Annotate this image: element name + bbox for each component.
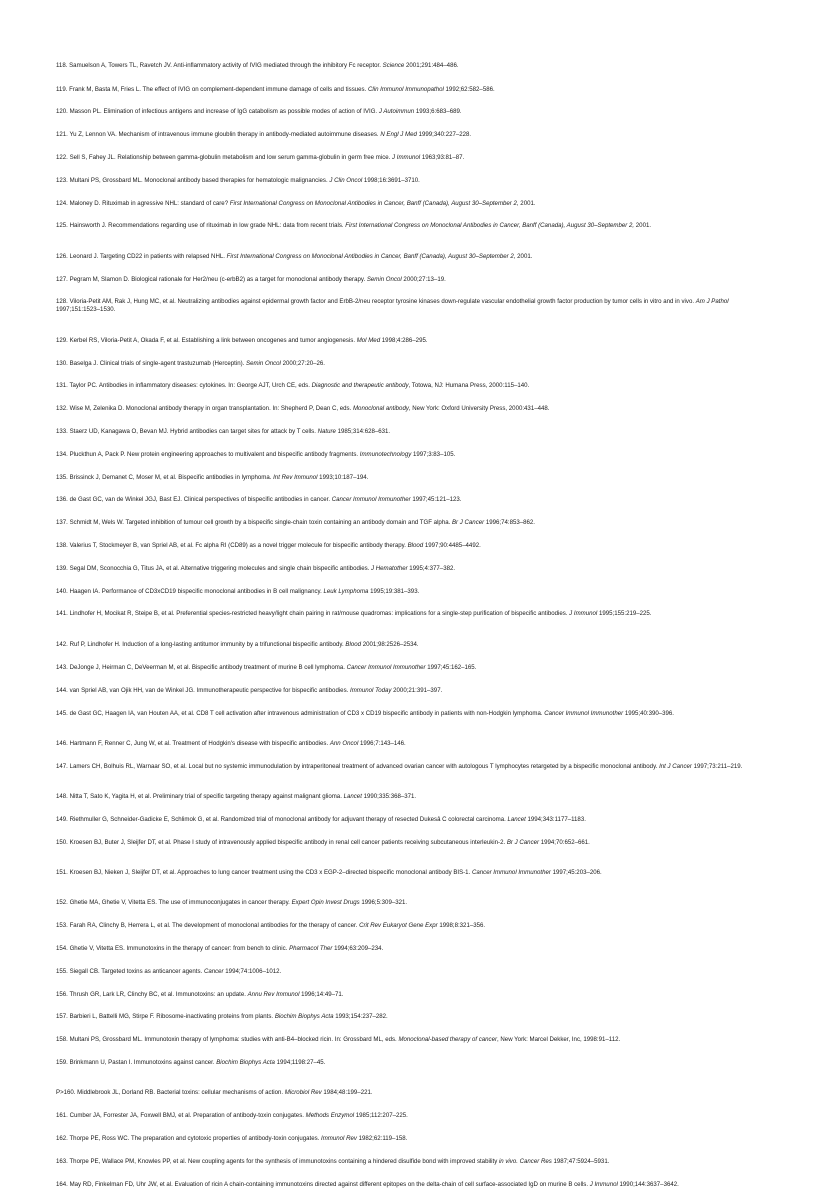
- reference-item: [56, 588, 764, 596]
- reference-item: [56, 1089, 764, 1097]
- reference-journal: Annu Rev Immunol: [247, 991, 300, 998]
- reference-tail: 1985;112:207–225.: [354, 1112, 408, 1119]
- reference-num: 138.: [56, 542, 68, 549]
- reference-tail: 1997;45:203–206.: [550, 869, 602, 876]
- reference-tail: 1984;48:199–221.: [321, 1089, 373, 1096]
- reference-journal: Immunotechnology: [359, 451, 412, 458]
- reference-text: Cumber JA, Forrester JA, Foxwell BMJ, et al. Preparation of antibody-toxin conjugates.: [67, 1112, 306, 1119]
- reference-text: Pluckthun A, Pack P. New protein engineering approaches to multivalent and bispecific antibody fragments.: [67, 451, 360, 458]
- reference-num: 128.: [56, 298, 68, 305]
- reference-text: Pegram M, Slamon D. Biological rationale for Her2/neu (c-erbB2) as a target for monoclonal antibody therapy.: [67, 276, 367, 283]
- reference-item: [56, 641, 764, 649]
- reference-item: [56, 108, 764, 116]
- reference-num: 144.: [56, 687, 68, 694]
- reference-num: 141.: [56, 610, 68, 617]
- reference-item: [56, 542, 764, 550]
- reference-text: Haagen IA. Performance of CD3xCD19 bispecific monoclonal antibodies in B cell malignancy.: [67, 588, 324, 595]
- reference-item: [56, 253, 764, 261]
- reference-num: 135.: [56, 474, 68, 481]
- reference-text: Multani PS, Grossbard ML. Immunotoxin therapy of lymphoma: studies with anti-B4–blocked ricin. In: Grossbard ML, eds.: [67, 1036, 399, 1043]
- reference-tail: 1985;314:628–631.: [335, 428, 391, 435]
- reference-journal: Cancer: [203, 968, 224, 975]
- reference-journal: Cancer Immunol Immunother: [331, 496, 411, 503]
- reference-num: 124.: [56, 200, 68, 207]
- reference-journal: Leuk Lymphoma: [323, 588, 369, 595]
- reference-journal: Monoclonal-based therapy of cancer: [398, 1036, 498, 1043]
- reference-num: 146.: [56, 740, 68, 747]
- reference-text: de Gast GC, van de Winkel JGJ, Bast EJ. Clinical perspectives of bispecific antibodies in cancer.: [67, 496, 332, 503]
- reference-tail: 1990;335:368–371.: [361, 793, 417, 800]
- reference-num: 126.: [56, 253, 68, 260]
- reference-num: 154.: [56, 945, 68, 952]
- reference-journal: Science: [382, 62, 405, 69]
- reference-item: [56, 382, 764, 390]
- reference-text: Kerbel RS, Viloria-Petit A, Okada F, et al. Establishing a link between oncogenes and tumor angiogenesis.: [67, 337, 357, 344]
- reference-item: [56, 922, 764, 930]
- reference-journal: Cancer Immunol Immunother: [471, 869, 551, 876]
- reference-item: [56, 763, 764, 771]
- reference-item: [56, 451, 764, 459]
- reference-text: Middlebrook JL, Dorland RB. Bacterial toxins: cellular mechanisms of action.: [75, 1089, 285, 1096]
- reference-item: [56, 474, 764, 482]
- reference-item: [56, 200, 764, 208]
- reference-journal: Blood: [407, 542, 424, 549]
- reference-num: 127.: [56, 276, 68, 283]
- reference-tail: , New York: Oxford University Press, 2000:431–448.: [408, 405, 550, 412]
- reference-tail: 1999;340:227–228.: [416, 131, 472, 138]
- reference-journal: Semin Oncol: [366, 276, 402, 283]
- reference-journal: First International Congress on Monoclonal Antibodies in Cancer, Banff (Canada), August 30–September 2,: [226, 253, 516, 260]
- reference-text: Kroesen BJ, Nieken J, Sleijfer DT, et al. Approaches to lung cancer treatment using the CD3 x EGP-2–directed bispecific monoclonal antibody BIS-1.: [67, 869, 472, 876]
- reference-text: Kroesen BJ, Buter J, Sleijfer DT, et al. Phase I study of intravenously applied bispecific antibody in renal cell cancer patients receiving subcutaneous interleukin-2.: [67, 839, 507, 846]
- reference-journal: Lancet: [343, 793, 362, 800]
- reference-num: 147.: [56, 763, 68, 770]
- reference-num: 159.: [56, 1059, 68, 1066]
- reference-tail: 1963;93:81–87.: [420, 154, 465, 161]
- reference-tail: 1993;10:187–194.: [317, 474, 369, 481]
- reference-tail: , Totowa, NJ: Humana Press, 2000:115–140.: [408, 382, 530, 389]
- reference-num: 137.: [56, 519, 68, 526]
- reference-item: [56, 428, 764, 436]
- reference-tail: 1994;63:209–234.: [332, 945, 384, 952]
- reference-num: 161.: [56, 1112, 68, 1119]
- reference-text: Brissinck J, Demanet C, Moser M, et al. Bispecific antibodies in lymphoma.: [67, 474, 274, 481]
- reference-num: 150.: [56, 839, 68, 846]
- reference-num: 119.: [56, 86, 68, 93]
- reference-item: [56, 968, 764, 976]
- reference-tail: 1995;40:390–396.: [623, 710, 674, 717]
- reference-item: [56, 991, 764, 999]
- reference-num: 145.: [56, 710, 68, 717]
- reference-tail: 1996;14:49–71.: [299, 991, 344, 998]
- reference-tail: 2001.: [518, 200, 536, 207]
- reference-journal: Microbiol Rev: [284, 1089, 322, 1096]
- reference-tail: 1995;19:381–393.: [368, 588, 420, 595]
- reference-journal: Ann Oncol: [329, 740, 359, 747]
- reference-tail: 1997;3:83–105.: [411, 451, 456, 458]
- reference-journal: J Hematother: [371, 565, 408, 572]
- reference-item: [56, 1036, 764, 1044]
- reference-item: [56, 793, 764, 801]
- reference-item: [56, 1112, 764, 1120]
- reference-item: [56, 664, 764, 672]
- reference-journal: Methods Enzymol: [305, 1112, 355, 1119]
- reference-text: Lamers CH, Bolhuis RL, Warnaar SO, et al. Local but no systemic immunodulation by intraperitoneal treatment of advanced ovarian cancer with autologous T lymphocytes retargeted by a bispecific monoclonal antibody.: [67, 763, 660, 770]
- reference-text: Leonard J. Targeting CD22 in patients with relapsed NHL.: [67, 253, 227, 260]
- reference-num: 157.: [56, 1013, 68, 1020]
- reference-num: 120.: [56, 108, 68, 115]
- reference-journal: Immunol Rev: [321, 1135, 357, 1142]
- reference-text: Yu Z, Lennon VA. Mechanism of intravenous immune gloublin therapy in antibody-mediated autoimmune diseases.: [67, 131, 381, 138]
- reference-journal: Am J Pathol: [695, 298, 729, 305]
- reference-num: 133.: [56, 428, 68, 435]
- reference-journal: Monoclonal antibody: [352, 405, 409, 412]
- reference-tail: 2000;27:13–19.: [401, 276, 446, 283]
- reference-num: 123.: [56, 177, 68, 184]
- reference-text: Segal DM, Sconocchia G, Titus JA, et al. Alternative triggering molecules and single chain bispecific antibodies.: [67, 565, 372, 572]
- reference-text: May RD, Finkelman FD, Uhr JW, et al. Evaluation of ricin A chain-containing immunotoxins directed against different epitopes on the delta-chain of cell surface-associated IgD on murine B cells.: [67, 1181, 590, 1188]
- reference-journal: Blood: [345, 641, 361, 648]
- reference-journal: in vivo. Cancer Res: [498, 1158, 552, 1165]
- reference-num: 129.: [56, 337, 68, 344]
- reference-item: [56, 687, 764, 695]
- reference-num: 149.: [56, 816, 68, 823]
- reference-num: 139.: [56, 565, 68, 572]
- reference-item: [56, 86, 764, 94]
- reference-tail: 2001;291:484–486.: [404, 62, 459, 69]
- reference-text: Hartmann F, Renner C, Jung W, et al. Treatment of Hodgkin's disease with bispecific antibodies.: [67, 740, 330, 747]
- reference-journal: Mol Med: [356, 337, 381, 344]
- reference-tail: 1992;62:582–586.: [443, 86, 495, 93]
- reference-tail: 1994;343:1177–1183.: [525, 816, 586, 823]
- reference-item: [56, 869, 764, 877]
- reference-journal: J Immunol: [392, 154, 421, 161]
- reference-tail: 1995;4:377–382.: [407, 565, 456, 572]
- reference-journal: Int J Cancer: [659, 763, 692, 770]
- reference-item: [56, 839, 764, 847]
- reference-tail: 1996;5:309–321.: [359, 899, 408, 906]
- reference-journal: Cancer Immunol Immunother: [346, 664, 426, 671]
- reference-tail: 1996;74:853–862.: [484, 519, 535, 526]
- reference-journal: Diagnostic and therapeutic antibody: [311, 382, 409, 389]
- reference-text: Baselga J. Clinical trials of single-agent trastuzumab (Herceptin).: [67, 360, 247, 367]
- reference-text: Viloria-Petit AM, Rak J, Hung MC, et al. Neutralizing antibodies against epidermal growth factor and ErbB-2/neu receptor tyrosine kinases down-regulate vascular endothelial growth factor production by tumor cells in vitro and in vivo.: [67, 298, 696, 305]
- reference-item: [56, 496, 764, 504]
- reference-journal: N Engl J Med: [380, 131, 417, 138]
- reference-tail: 1993;154:237–282.: [333, 1013, 388, 1020]
- reference-item: [56, 1013, 764, 1021]
- reference-text: Maloney D. Rituximab in agressive NHL: standard of care?: [67, 200, 230, 207]
- reference-text: Nitta T, Sato K, Yagita H, et al. Preliminary trial of specific targeting therapy against malignant glioma.: [67, 793, 344, 800]
- reference-text: Lindhofer H, Mocikat R, Steipe B, et al. Preferential species-restricted heavy/light chain pairing in rat/mouse quadromas: implications for a single-step purification of bispecific antibodies.: [67, 610, 570, 617]
- reference-text: Wise M, Zelenika D. Monoclonal antibody therapy in organ transplantation. In: Shepherd P, Dean C, eds.: [67, 405, 353, 412]
- reference-tail: 1997;45:121–123.: [410, 496, 462, 503]
- reference-journal: Lancet: [507, 816, 526, 823]
- reference-item: [56, 131, 764, 139]
- reference-item: [56, 298, 764, 314]
- reference-tail: 1998;8:321–356.: [437, 922, 486, 929]
- reference-num: 148.: [56, 793, 68, 800]
- reference-num: 131.: [56, 382, 68, 389]
- reference-tail: 1997;73:211–219.: [691, 763, 743, 770]
- reference-tail: 1995;155:219–225.: [597, 610, 652, 617]
- reference-journal: J Autoimmun: [378, 108, 415, 115]
- reference-journal: First International Congress on Monoclonal Antibodies in Cancer, Banff (Canada), August 30–September 2,: [229, 200, 519, 207]
- reference-journal: Cancer Immunol Immunother: [544, 710, 624, 717]
- reference-num: 152.: [56, 899, 68, 906]
- reference-tail: 1990;144:3637–3642.: [617, 1181, 679, 1188]
- reference-journal: Br J Cancer: [506, 839, 540, 846]
- reference-journal: Br J Cancer: [451, 519, 485, 526]
- reference-num: 125.: [56, 222, 68, 229]
- reference-num: 151.: [56, 869, 68, 876]
- reference-tail: 1998;4:286–295.: [380, 337, 428, 344]
- reference-text: Barbieri L, Battelli MG, Stirpe F. Ribosome-inactivating proteins from plants.: [67, 1013, 275, 1020]
- reference-text: Samuelson A, Towers TL, Ravetch JV. Anti-inflammatory activity of IVIG mediated through the inhibitory Fc receptor.: [67, 62, 383, 69]
- reference-text: Thorpe PE, Ross WC. The preparation and cytotoxic properties of antibody-toxin conjugates.: [67, 1135, 322, 1142]
- reference-text: Multani PS, Grossbard ML. Monoclonal antibody based therapies for hematologic malignancies.: [67, 177, 330, 184]
- reference-tail: 1993;6:683–689.: [414, 108, 462, 115]
- reference-tail: 1998;16:3691–3710.: [362, 177, 420, 184]
- reference-tail: 2001;98:2526–2534.: [361, 641, 419, 648]
- reference-num: 140.: [56, 588, 68, 595]
- reference-num: 132.: [56, 405, 68, 412]
- reference-text: DeJonge J, Heirman C, DeVeerman M, et al. Bispecific antibody treatment of murine B cell lymphoma.: [67, 664, 347, 671]
- reference-num: 156.: [56, 991, 68, 998]
- reference-num: 162.: [56, 1135, 68, 1142]
- reference-tail: 2001.: [634, 222, 652, 229]
- reference-journal: Pharmacol Ther: [289, 945, 333, 952]
- reference-num: 122.: [56, 154, 68, 161]
- reference-item: [56, 945, 764, 953]
- reference-num: 143.: [56, 664, 68, 671]
- reference-item: [56, 519, 764, 527]
- reference-journal: Expert Opin Invest Drugs: [291, 899, 360, 906]
- reference-num: 136.: [56, 496, 68, 503]
- reference-text: Thrush GR, Lark LR, Clinchy BC, et al. Immunotoxins: an update.: [67, 991, 248, 998]
- reference-item: [56, 1181, 764, 1189]
- reference-journal: J Immunol: [589, 1181, 618, 1188]
- reference-item: [56, 1158, 764, 1166]
- reference-tail: , New York: Marcel Dekker, Inc, 1998:91–112.: [497, 1036, 621, 1043]
- reference-tail: 1997;90:4485–4492.: [423, 542, 481, 549]
- reference-text: Ruf P, Lindhofer H. Induction of a long-lasting antitumor immunity by a trifunctional bispecific antibody.: [67, 641, 346, 648]
- reference-text: Valerius T, Stockmeyer B, van Spriel AB, et al. Fc alpha RI (CD89) as a novel trigger molecule for bispecific antibody therapy.: [67, 542, 408, 549]
- reference-list: [56, 62, 764, 1189]
- reference-text: Taylor PC. Antibodies in inflammatory diseases: cytokines. In: George AJT, Urch CE, eds.: [67, 382, 312, 389]
- reference-tail: 1997;45:162–165.: [425, 664, 477, 671]
- reference-journal: Biochim Biophys Acta: [216, 1059, 275, 1066]
- reference-tail: 1994;74:1006–1012.: [223, 968, 282, 975]
- reference-num: 130.: [56, 360, 68, 367]
- reference-journal: Crit Rev Eukaryot Gene Expr: [359, 922, 438, 929]
- reference-journal: Immunol Today: [350, 687, 392, 694]
- reference-num: 118.: [56, 62, 68, 69]
- reference-tail: 1994;70:652–661.: [539, 839, 590, 846]
- reference-text: Sell S, Fahey JL. Relationship between gamma-globulin metabolism and low serum gamma-globulin in germ free mice.: [67, 154, 393, 161]
- reference-item: [56, 154, 764, 162]
- reference-num: 153.: [56, 922, 68, 929]
- reference-journal: First International Congress on Monoclonal Antibodies in Cancer, Banff (Canada), August 30–September 2,: [345, 222, 635, 229]
- reference-journal: Semin Oncol: [246, 360, 281, 367]
- reference-text: van Spriel AB, van Ojik HH, van de Winkel JG. Immunotherapeutic perspective for bispecific antibodies.: [67, 687, 351, 694]
- reference-text: Hainsworth J. Recommendations regarding use of rituximab in low grade NHL: data from recent trials.: [67, 222, 346, 229]
- reference-item: [56, 899, 764, 907]
- reference-journal: Biochim Biophys Acta: [274, 1013, 334, 1020]
- reference-num: 163.: [56, 1158, 68, 1165]
- reference-item: [56, 610, 764, 618]
- reference-text: de Gast GC, Haagen IA, van Houten AA, et al. CD8 T cell activation after intravenous administration of CD3 x CD19 bispecific antibody in patients with non-Hodgkin lymphoma.: [67, 710, 545, 717]
- reference-tail: 1987;47:5924–5931.: [551, 1158, 610, 1165]
- reference-item: [56, 337, 764, 345]
- reference-num: 158.: [56, 1036, 68, 1043]
- reference-tail: 2000;27:20–26.: [280, 360, 325, 367]
- reference-num: 142.: [56, 641, 68, 648]
- reference-text: Riethmuller G, Schneider-Gadicke E, Schlimok G, et al. Randomized trial of monoclonal antibody for adjuvant therapy of resected Dukesâ C colorectal carcinoma.: [67, 816, 508, 823]
- reference-item: [56, 740, 764, 748]
- reference-tail: 1997;151:1523–1530.: [56, 306, 116, 313]
- reference-tail: 1996;7:143–146.: [358, 740, 406, 747]
- reference-text: Ghetie MA, Ghetie V, Vitetta ES. The use of immunoconjugates in cancer therapy.: [67, 899, 292, 906]
- reference-journal: Nature: [317, 428, 336, 435]
- reference-journal: Int Rev Immunol: [273, 474, 318, 481]
- reference-item: [56, 565, 764, 573]
- reference-text: Schmidt M, Wels W. Targeted inhibition of tumour cell growth by a bispecific single-chain toxin containing an antibody domain and TGF alpha.: [67, 519, 452, 526]
- reference-text: Brinkmann U, Pastan I. Immunotoxins against cancer.: [67, 1059, 217, 1066]
- reference-item: [56, 1135, 764, 1143]
- reference-num: 134.: [56, 451, 68, 458]
- reference-text: Staerz UD, Kanagawa O, Bevan MJ. Hybrid antibodies can target sites for attack by T cells.: [67, 428, 318, 435]
- reference-num: 121.: [56, 131, 68, 138]
- reference-tail: 2001.: [515, 253, 533, 260]
- reference-item: [56, 360, 764, 368]
- reference-num: 164.: [56, 1181, 68, 1188]
- reference-text: Frank M, Basta M, Fries L. The effect of IVIG on complement-dependent immune damage of cells and tissues.: [67, 86, 368, 93]
- reference-journal: Clin Immunol Immunopathol: [367, 86, 444, 93]
- reference-item: [56, 1059, 764, 1067]
- reference-item: [56, 222, 764, 230]
- reference-journal: J Immunol: [569, 610, 598, 617]
- reference-journal: J Clin Oncol: [329, 177, 363, 184]
- reference-text: Ghetie V, Vitetta ES. Immunotoxins in the therapy of cancer: from bench to clinic.: [67, 945, 290, 952]
- reference-item: [56, 276, 764, 284]
- reference-item: [56, 816, 764, 824]
- reference-item: [56, 405, 764, 413]
- reference-tail: 1982;62:119–158.: [356, 1135, 408, 1142]
- reference-text: Siegall CB. Targeted toxins as anticancer agents.: [67, 968, 204, 975]
- reference-tail: 2000;21:391–397.: [391, 687, 443, 694]
- reference-num: 155.: [56, 968, 68, 975]
- reference-item: [56, 177, 764, 185]
- reference-item: [56, 710, 764, 718]
- reference-num: P>160.: [56, 1089, 76, 1096]
- reference-tail: 1994;1198:27–45.: [274, 1059, 326, 1066]
- reference-text: Masson PL. Elimination of infectious antigens and increase of IgG catabolism as possible modes of action of IVIG.: [67, 108, 379, 115]
- reference-text: Farah RA, Clinchy B, Herrera L, et al. The development of monoclonal antibodies for the therapy of cancer.: [67, 922, 360, 929]
- reference-item: [56, 62, 764, 70]
- reference-text: Thorpe PE, Wallace PM, Knowles PP, et al. New coupling agents for the synthesis of immunotoxins containing a hindered disulfide bond with improved stability: [67, 1158, 499, 1165]
